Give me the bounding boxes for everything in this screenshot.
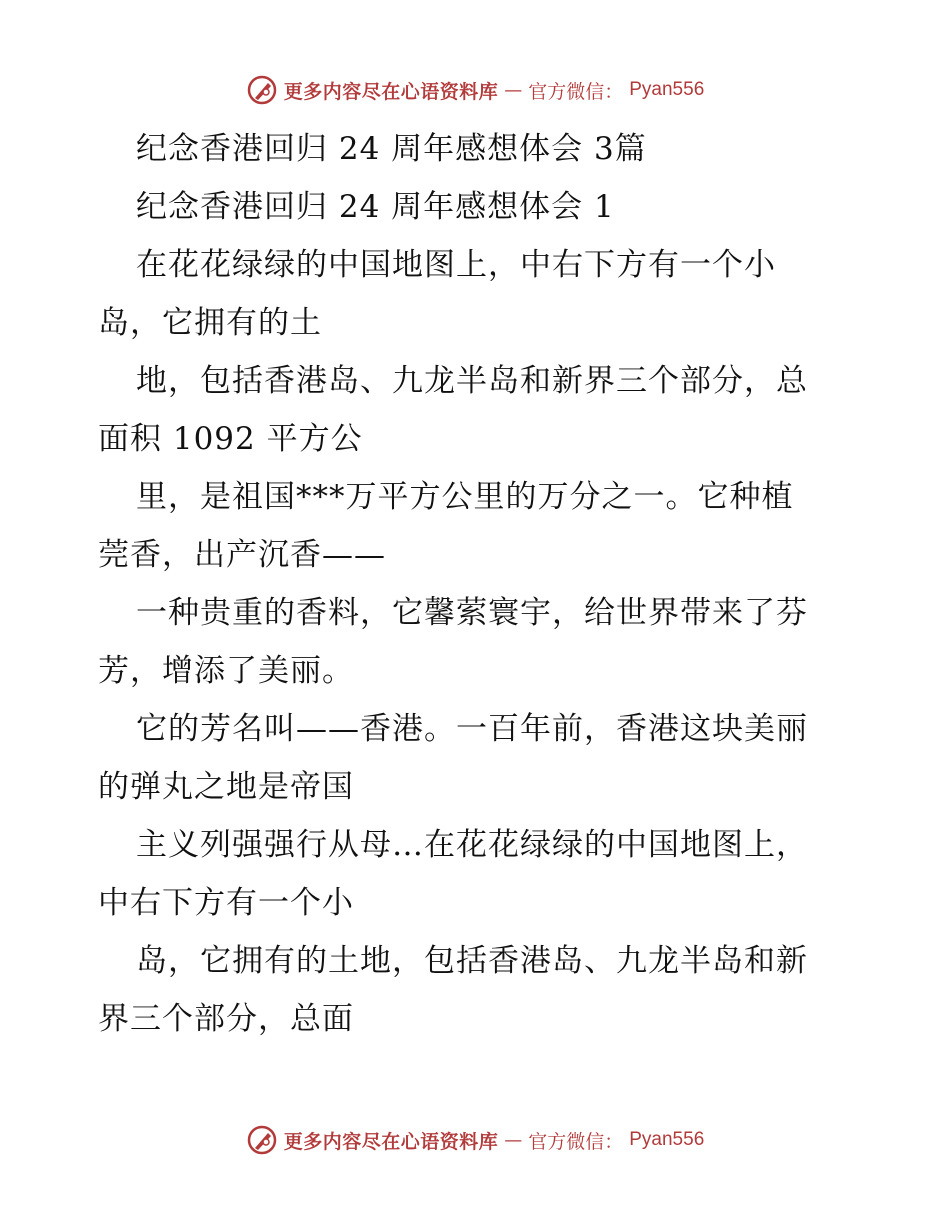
document-body — [98, 120, 858, 1048]
banner-wechat-label: 官方微信： — [528, 80, 624, 103]
paragraph-line: 在花花绿绿的中国地图上，中右下方有一个小 — [136, 247, 776, 283]
paragraph-line: 地，包括香港岛、九龙半岛和新界三个部分，总 — [136, 363, 808, 399]
footer-wechat-label: 官方微信： — [528, 1130, 624, 1153]
paragraph-line: 它的芳名叫——香港。一百年前，香港这块美丽 — [136, 711, 808, 747]
header-banner — [0, 70, 950, 110]
banner-wechat-id: Pyan556 — [629, 79, 705, 100]
paragraph-line: 岛，它拥有的土 — [98, 305, 322, 341]
quill-logo-icon — [246, 74, 278, 106]
footer-banner — [0, 1120, 950, 1160]
paragraph-line: 中右下方有一个小 — [98, 885, 354, 921]
doc-subtitle: 纪念香港回归 24 周年感想体会 1 — [136, 189, 615, 225]
footer-brand: 更多内容尽在心语资料库 — [283, 1130, 499, 1153]
paragraph-line: 一种贵重的香料，它馨萦寰宇，给世界带来了芬 — [136, 595, 808, 631]
doc-title: 纪念香港回归 24 周年感想体会 3篇 — [136, 131, 647, 167]
paragraph-line: 芳，增添了美丽。 — [98, 653, 354, 689]
paragraph-line: 里，是祖国***万平方公里的万分之一。它种植 — [136, 479, 794, 515]
paragraph-line: 的弹丸之地是帝国 — [98, 769, 354, 805]
paragraph-line: 面积 1092 平方公 — [98, 421, 363, 457]
paragraph-line: 莞香，出产沉香—— — [98, 537, 386, 573]
footer-separator: — — [504, 1129, 523, 1151]
paragraph-line: 主义列强强行从母…在花花绿绿的中国地图上， — [136, 827, 808, 863]
paragraph-line: 界三个部分，总面 — [98, 1001, 354, 1037]
quill-logo-icon — [246, 1124, 278, 1156]
banner-separator: — — [504, 79, 523, 101]
paragraph-line: 岛，它拥有的土地，包括香港岛、九龙半岛和新 — [136, 943, 808, 979]
banner-brand: 更多内容尽在心语资料库 — [283, 80, 499, 103]
footer-wechat-id: Pyan556 — [629, 1129, 705, 1150]
